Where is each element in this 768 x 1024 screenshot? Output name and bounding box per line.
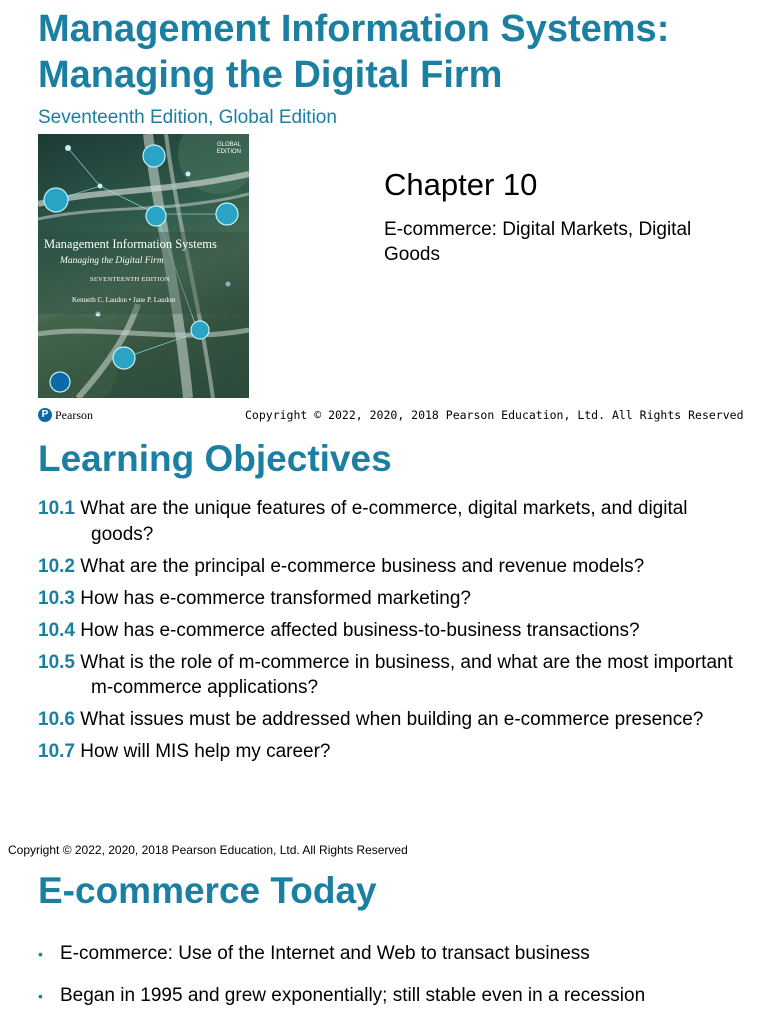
- cover-edition: SEVENTEENTH EDITION: [90, 276, 170, 283]
- chapter-subtitle: E-commerce: Digital Markets, Digital Goods: [384, 219, 692, 265]
- slide2-copyright: Copyright © 2022, 2020, 2018 Pearson Education, Ltd. All Rights Reserved: [8, 843, 408, 857]
- objective-number: 10.2: [38, 555, 75, 577]
- bullet-icon: •: [38, 946, 43, 962]
- objective-number: 10.5: [38, 651, 75, 673]
- objectives-list: [38, 496, 738, 771]
- ecommerce-today-title: E-commerce Today: [38, 870, 377, 911]
- deck-title-line2: Managing the Digital Firm: [38, 54, 503, 96]
- chapter-heading: Chapter 10: [384, 167, 538, 202]
- objective-item: [38, 496, 738, 547]
- ecommerce-bullets: [38, 940, 758, 1024]
- objective-text: How has e-commerce transformed marketing?: [80, 587, 471, 609]
- badge-line1: GLOBAL: [216, 142, 241, 148]
- book-cover-image: [38, 134, 249, 398]
- deck-title: [38, 6, 758, 98]
- objective-number: 10.4: [38, 619, 75, 641]
- global-edition-badge: [203, 142, 241, 168]
- objective-item: [38, 554, 738, 580]
- objective-text: What issues must be addressed when building an e-commerce presence?: [80, 709, 704, 730]
- slide1-copyright: Copyright © 2022, 2020, 2018 Pearson Education, Ltd. All Rights Reserved: [245, 408, 744, 422]
- objective-text: How has e-commerce affected business-to-business transactions?: [80, 619, 640, 641]
- objective-item: [38, 739, 738, 765]
- objective-number: 10.6: [38, 709, 75, 730]
- badge-line2: EDITION: [216, 149, 241, 155]
- bullet-text: Began in 1995 and grew exponentially; still stable even in a recession: [60, 985, 646, 1006]
- pearson-wordmark: Pearson: [55, 407, 93, 422]
- objective-number: 10.1: [38, 498, 75, 519]
- objective-text: What are the unique features of e-commerce, digital markets, and digital goods?: [80, 498, 688, 545]
- objective-item: [38, 618, 738, 644]
- objective-text: How will MIS help my career?: [80, 741, 331, 762]
- objective-item: [38, 650, 738, 701]
- learning-objectives-title: Learning Objectives: [38, 438, 392, 479]
- objective-number: 10.3: [38, 587, 75, 609]
- cover-title: Management Information Systems: [44, 237, 217, 251]
- pearson-logo: [38, 407, 93, 423]
- bullet-icon: •: [38, 988, 43, 1004]
- bullet-item: [38, 940, 758, 968]
- pearson-mark-icon: P: [38, 408, 52, 422]
- objective-number: 10.7: [38, 741, 75, 762]
- objective-text: What are the principal e-commerce business and revenue models?: [80, 555, 645, 577]
- objective-item: [38, 586, 738, 612]
- deck-title-line1: Management Information Systems:: [38, 8, 670, 50]
- bullet-text: E-commerce: Use of the Internet and Web to transact business: [60, 943, 590, 964]
- cover-art: [38, 134, 249, 398]
- objective-item: [38, 707, 738, 733]
- objective-text: What is the role of m-commerce in business, and what are the most important m-commerce applications?: [80, 651, 733, 698]
- cover-subtitle: Managing the Digital Firm: [60, 256, 164, 266]
- cover-authors: Kenneth C. Laudon • Jane P. Laudon: [72, 296, 176, 304]
- edition-subtitle: Seventeenth Edition, Global Edition: [38, 107, 337, 128]
- bullet-item: [38, 982, 758, 1010]
